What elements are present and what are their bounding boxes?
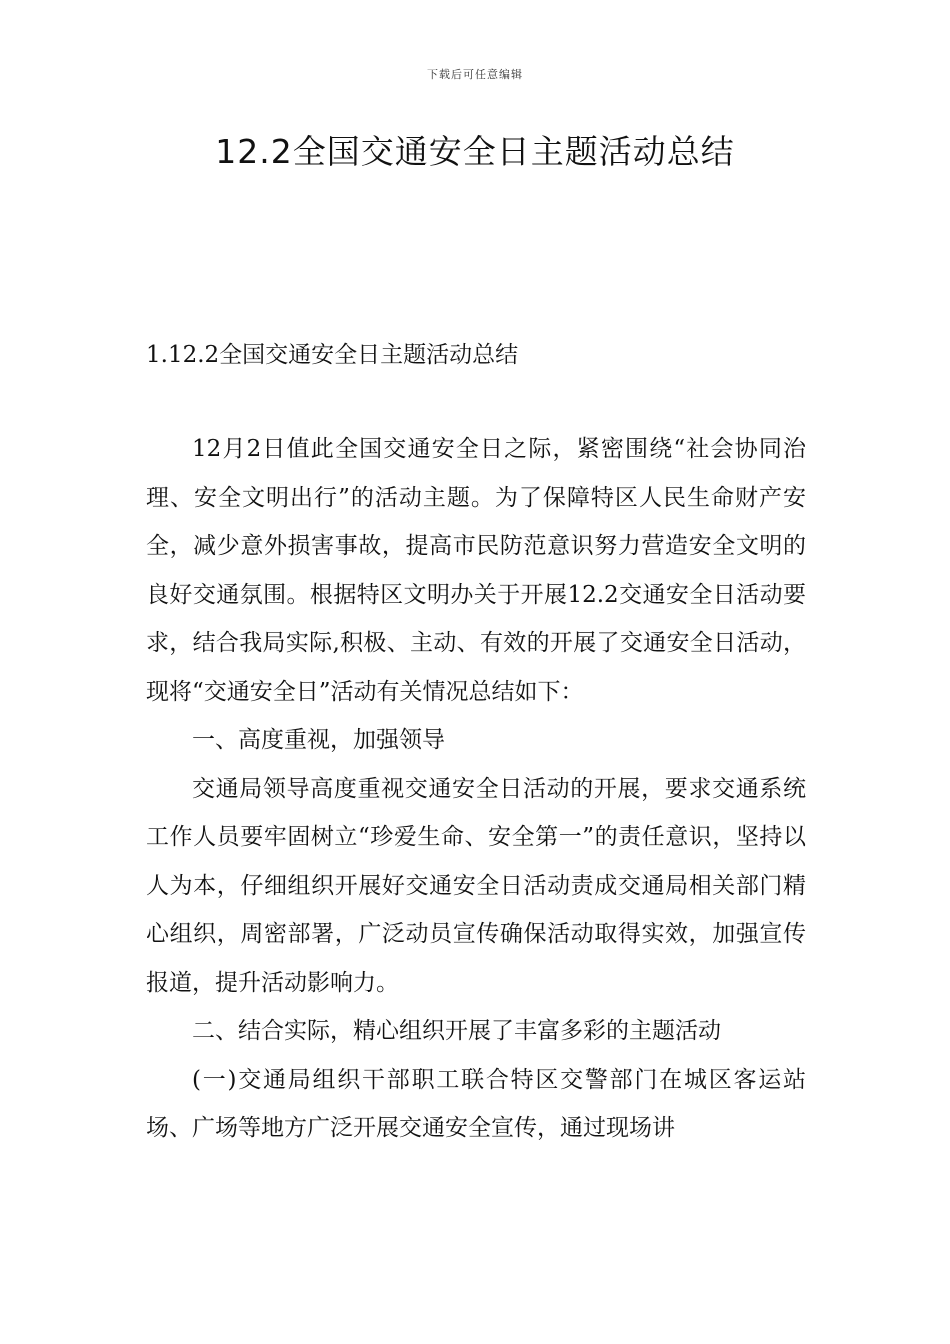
document-title: 12.2全国交通安全日主题活动总结 [215,132,735,171]
body-text [146,425,806,1153]
paragraph-heading-two: 二、结合实际，精心组织开展了丰富多彩的主题活动 [192,1018,721,1044]
paragraph-heading-one: 一、高度重视，加强领导 [192,727,445,753]
section-heading: 1.12.2全国交通安全日主题活动总结 [146,342,519,368]
paragraph-activity-one: (一)交通局组织干部职工联合特区交警部门在城区客运站场、广场等地方广泛开展交通安全宣传，通过现场讲 [146,1066,806,1141]
paragraph-intro: 12月2日值此全国交通安全日之际，紧密围绕“社会协同治理、安全文明出行”的活动主题。为了保障特区人民生命财产安全，减少意外损害事故，提高市民防范意识努力营造安全文明的良好交通氛围。根据特区文明办关于开展12.2交通安全日活动要求，结合我局实际,积极、主动、有效的开展了交通安全日活动，现将“交通安全日”活动有关情况总结如下： [146,436,806,705]
header-note: 下载后可任意编辑 [427,68,523,81]
paragraph-leadership: 交通局领导高度重视交通安全日活动的开展，要求交通系统工作人员要牢固树立“珍爱生命、安全第一”的责任意识，坚持以人为本，仔细组织开展好交通安全日活动责成交通局相关部门精心组织，周密部署，广泛动员宣传确保活动取得实效，加强宣传报道，提升活动影响力。 [146,775,806,996]
